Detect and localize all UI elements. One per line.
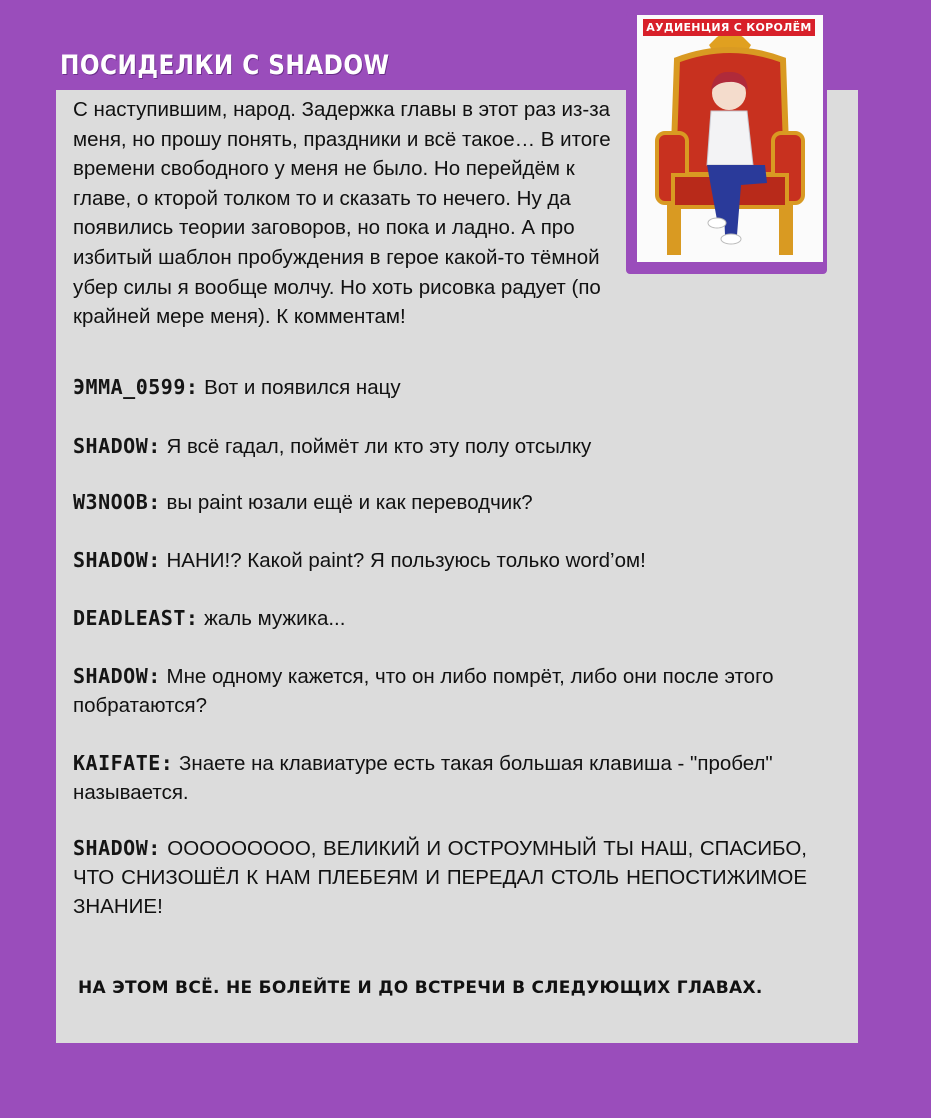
comment (73, 546, 843, 575)
comment (73, 604, 843, 633)
closing-line: НА ЭТОМ ВСЁ. НЕ БОЛЕЙТЕ И ДО ВСТРЕЧИ В СЛЕДУЮЩИХ ГЛАВАХ. (78, 978, 763, 998)
page-title: ПОСИДЕЛКИ С SHADOW (60, 50, 390, 81)
cover-title: АУДИЕНЦИЯ С КОРОЛЁМ (643, 19, 815, 36)
comment (73, 488, 843, 517)
comment (73, 662, 843, 720)
comment-text: ООООООООО, ВЕЛИКИЙ И ОСТРОУМНЫЙ ТЫ НАШ, СПАСИБО, ЧТО СНИЗОШЁЛ К НАМ ПЛЕБЕЯМ И ПЕРЕДАЛ СТОЛЬ НЕПОСТИЖИМОЕ ЗНАНИЕ! (73, 837, 808, 918)
comment-text: жаль мужика... (204, 607, 346, 630)
comment-author: SHADOW: (73, 434, 161, 458)
comment-text: Знаете на клавиатуре есть такая большая клавиша - "пробел" называется. (73, 752, 773, 804)
comment-author: SHADOW: (73, 836, 161, 860)
intro-paragraph: С наступившим, народ. Задержка главы в этот раз из-за меня, но прошу понять, праздники и всё такое… В итоге времени свободного у меня не было. Но перейдём к главе, о кторой толком то и сказать то нечего. Ну да появились теории заговоров, но пока и ладно. А про избитый шаблон пробуждения в герое какой-то тёмной убер силы я вообще молчу. Но хоть рисовка радует (по крайней мере меня). К комментам! (73, 98, 611, 329)
comment-author: SHADOW: (73, 664, 161, 688)
comment (73, 373, 843, 402)
comment-text: вы paint юзали ещё и как переводчик? (166, 491, 533, 514)
comment (73, 432, 843, 461)
comment (73, 749, 843, 807)
throne-illustration (637, 15, 823, 262)
comment-author: W3NOOB: (73, 490, 161, 514)
comment-text: Я всё гадал, поймёт ли кто эту полу отсылку (166, 435, 592, 458)
comment-text: Вот и появился нацу (204, 376, 401, 399)
cover-image (637, 15, 823, 262)
comment-author: KAIFATE: (73, 751, 174, 775)
comment-author: DEADLEAST: (73, 606, 199, 630)
comment-text: Мне одному кажется, что он либо помрёт, либо они после этого побратаются? (73, 665, 774, 717)
comment-author: SHADOW: (73, 548, 161, 572)
comment (73, 834, 807, 921)
comment-author: ЭММА_0599: (73, 375, 199, 399)
comment-text: НАНИ!? Какой paint? Я пользуюсь только word’ом! (166, 549, 646, 572)
